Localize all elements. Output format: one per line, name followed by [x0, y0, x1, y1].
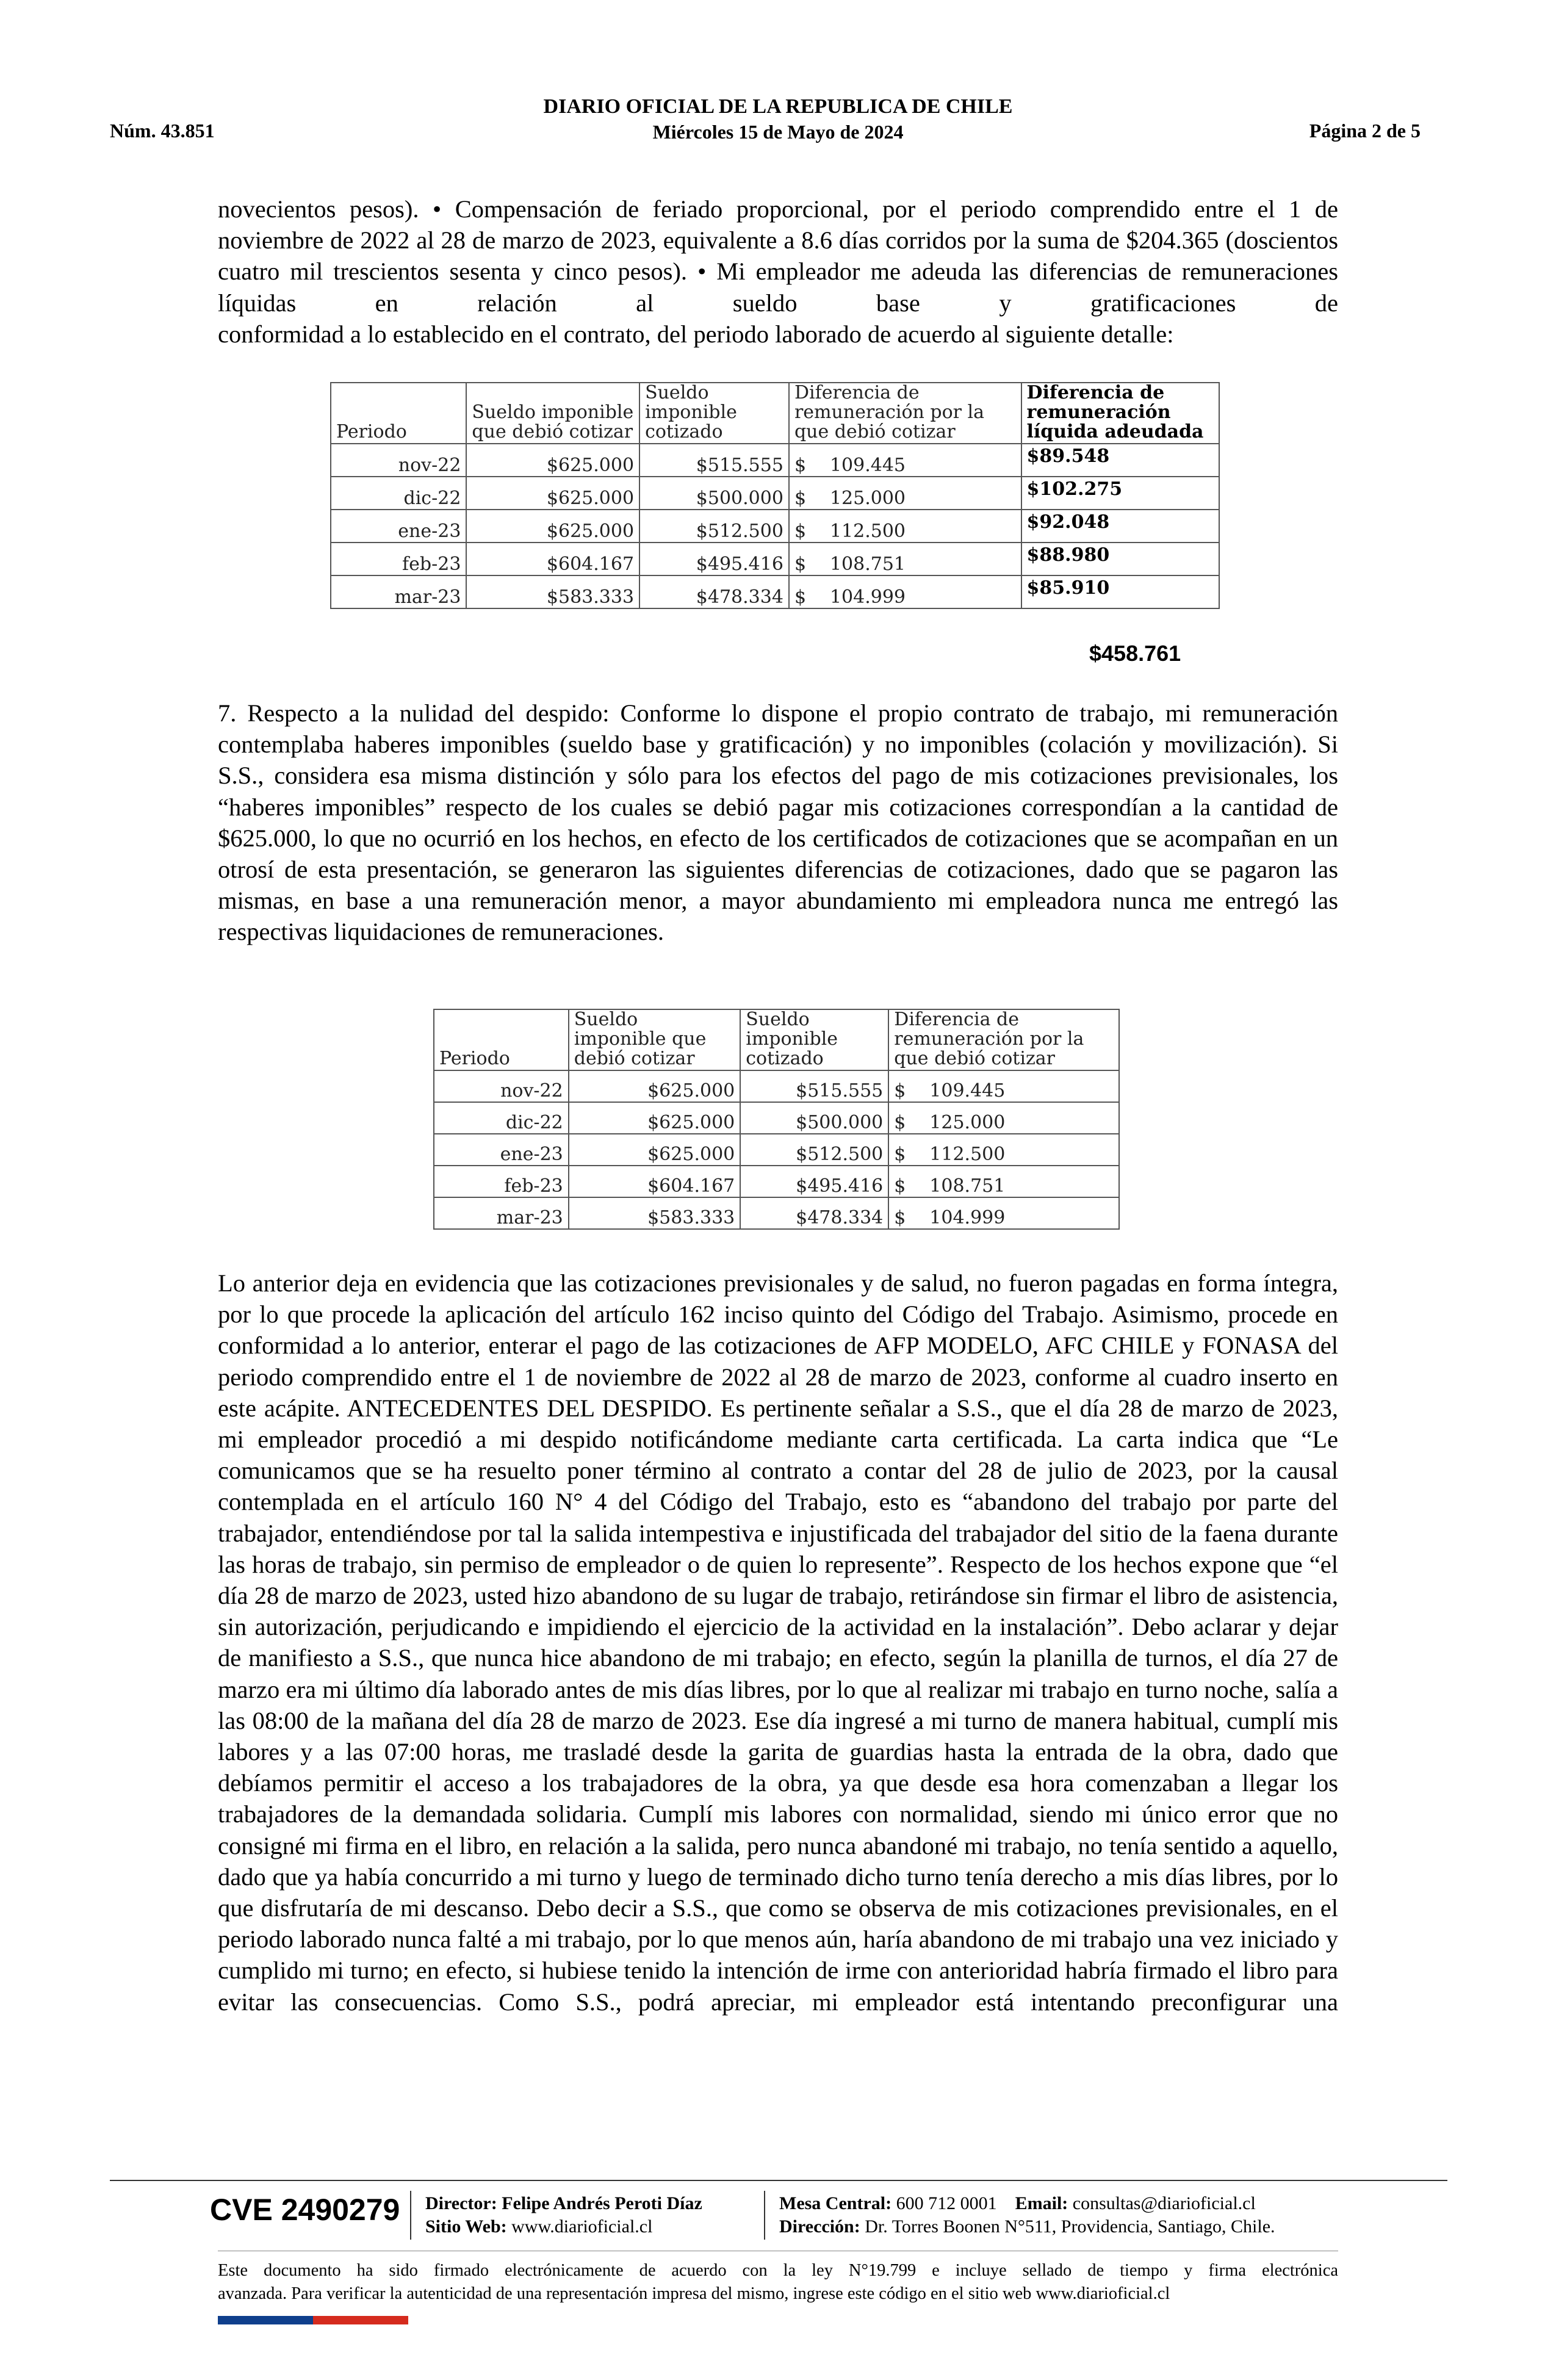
cell-diferencia: [789, 477, 1021, 510]
text-line: pago de mis cotizaciones previsionales, los “haberes imponibles” respecto de los cuales se debió: [218, 762, 1338, 821]
text-line: abandono de su lugar de trabajo, retirándose sin firmar el libro de asistencia, sin autorización,: [218, 1582, 1339, 1641]
director-name: Felipe Andrés Peroti Díaz: [502, 2193, 702, 2213]
sitio-link[interactable]: www.diarioficial.cl: [511, 2216, 653, 2237]
publication-title: DIARIO OFICIAL DE LA REPUBLICA DE CHILE: [543, 95, 1013, 118]
cell-cotizado: $495.416: [740, 1166, 888, 1197]
paragraph-1: [218, 193, 1338, 350]
text-line: 7. Respecto a la nulidad del despido: Conforme lo dispone el propio contrato de trabajo, mi: [218, 699, 1192, 727]
cell-cotizado: $500.000: [639, 477, 789, 510]
cell-diferencia: [789, 575, 1021, 608]
cell-diferencia: [888, 1070, 1119, 1102]
cell-debio: $625.000: [569, 1134, 741, 1166]
text-line: el 1 de noviembre de 2022 al 28 de marzo de 2023, equivalente a 8.6 días corridos por la suma: [218, 195, 1338, 254]
text-line: trabajo en turno noche, salía a las 08:00 de la mañana del día 28 de marzo de 2023. Ese día: [218, 1675, 1338, 1734]
text-line: Trabajo. Asimismo, procede en conformidad a lo anterior, enterar el pago de las cotizaciones de: [218, 1300, 1338, 1360]
contribution-difference-table: [433, 1009, 1120, 1230]
text-line: se generaron las siguientes diferencias de cotizaciones, dado que se pagaron las mismas, en base: [218, 856, 1338, 915]
cell-debio: $625.000: [466, 444, 639, 477]
cell-cotizado: $512.500: [639, 510, 789, 543]
cell-diferencia: [789, 543, 1021, 575]
cell-cotizado: $515.555: [740, 1070, 888, 1102]
cell-periodo: feb-23: [434, 1166, 569, 1197]
page-number: Página 2 de 5: [1309, 120, 1421, 142]
remuneration-difference-table: [330, 382, 1220, 609]
text-line: de $204.365 (doscientos cuatro mil trescientos sesenta y cinco pesos). • Mi empleador me adeuda: [218, 226, 1338, 286]
cell-debio: $604.167: [466, 543, 639, 575]
text-line: procedió a mi despido notificándome mediante carta certificada. La carta indica que “Le: [375, 1426, 1339, 1454]
text-line: 2022 al 28 de marzo de 2023, conforme al cuadro inserto en este acápite. ANTECEDENTES: [218, 1363, 1339, 1422]
cell-periodo: ene-23: [331, 510, 466, 543]
col-periodo: Periodo: [331, 383, 466, 444]
text-line: DEL DESPIDO. Es pertinente señalar a S.S., que el día 28 de marzo de 2023, mi empleador: [218, 1394, 1338, 1454]
paragraph-2: [218, 698, 1338, 948]
cell-debio: $604.167: [569, 1166, 741, 1197]
email-label: Email:: [1015, 2193, 1068, 2213]
legal-line: Este documento ha sido firmado electrónicamente de acuerdo con la ley N°19.799 e incluye sellado de tiempo y firma electrónica: [218, 2261, 1338, 2280]
amount: 109.445: [829, 455, 906, 476]
table-row: [434, 1070, 1119, 1102]
table-row: [434, 1134, 1119, 1166]
amount: 104.999: [929, 1207, 1006, 1228]
flag-stripe-red: [313, 2316, 408, 2324]
mesa-label: Mesa Central:: [779, 2193, 892, 2213]
issue-number: Núm. 43.851: [110, 120, 215, 142]
cell-cotizado: $512.500: [740, 1134, 888, 1166]
col-diferencia: Diferencia de remuneración por la que debió cotizar: [789, 383, 1021, 444]
col-sueldo-cotizado: Sueldo imponible cotizado: [639, 383, 789, 444]
table-header-row: [434, 1009, 1119, 1070]
text-line: AFP MODELO, AFC CHILE y FONASA del periodo comprendido entre el 1 de noviembre de: [218, 1332, 1339, 1391]
currency-symbol: $: [794, 455, 807, 476]
table-row: [331, 575, 1219, 608]
text-line: del sitio de la faena durante las horas de trabajo, sin permiso de empleador o de quien lo: [218, 1519, 1338, 1578]
sitio-label: Sitio Web:: [425, 2216, 507, 2237]
table-row: [331, 477, 1219, 510]
cve-code: CVE 2490279: [210, 2193, 400, 2227]
cell-liquida: $89.548: [1021, 444, 1219, 477]
text-line: comunicamos que se ha resuelto poner término al contrato a contar del 28 de julio de 2023, por la: [218, 1457, 1266, 1485]
text-line: ingresé a mi turno de manera habitual, cumplí mis labores y a las 07:00 horas, me trasladé desde: [218, 1706, 1338, 1766]
currency-symbol: $: [894, 1144, 906, 1165]
currency-symbol: $: [894, 1080, 906, 1102]
text-line: demandada solidaria. Cumplí mis labores con normalidad, siendo mi único error que no consigné: [218, 1800, 1339, 1859]
cell-periodo: ene-23: [434, 1134, 569, 1166]
table-row: [434, 1166, 1119, 1197]
table-row: [331, 444, 1219, 477]
cell-liquida: $85.910: [1021, 575, 1219, 608]
table-row: [331, 543, 1219, 575]
text-line: por parte del trabajador, entendiéndose por tal la salida intempestiva e injustificada del trabajador: [218, 1488, 1339, 1547]
text-line: a una remuneración menor, a mayor abundamiento mi empleadora nunca me entregó las: [402, 887, 1339, 915]
cell-debio: $625.000: [569, 1070, 741, 1102]
cell-debio: $625.000: [466, 510, 639, 543]
text-line: mi firma en el libro, en relación a la salida, pero nunca abandoné mi trabajo, no tenía sentido a: [312, 1831, 1253, 1859]
direccion-label: Dirección:: [779, 2216, 860, 2237]
cell-cotizado: $478.334: [740, 1197, 888, 1229]
table-total: $458.761: [1089, 641, 1181, 666]
cell-periodo: feb-23: [331, 543, 466, 575]
footer-separator: [764, 2191, 765, 2240]
amount: 125.000: [929, 1112, 1006, 1133]
amount: 108.751: [829, 554, 906, 575]
publication-date: Miércoles 15 de Mayo de 2024: [652, 121, 904, 143]
director-label: Director:: [425, 2193, 497, 2213]
col-sueldo-cotizado: Sueldo imponible cotizado: [740, 1009, 888, 1070]
text-line: a mis días libres, por lo que disfrutaría de mi descanso. Debo decir a S.S., que como se observa: [218, 1863, 1339, 1922]
col-sueldo-debio: Sueldo imponible que debió cotizar: [466, 383, 639, 444]
cell-periodo: dic-22: [331, 477, 466, 510]
text-line: remuneración contemplaba haberes imponibles (sueldo base y gratificación) y no imponibles: [218, 699, 1338, 759]
text-line: trabajadores de la obra, ya que desde esa hora comenzaban a llegar los trabajadores de la: [218, 1769, 1339, 1828]
table-header-row: [331, 383, 1219, 444]
col-diferencia-liquida: Diferencia de remuneración líquida adeudada: [1021, 383, 1219, 444]
text-line: el día 27 de marzo era mi último día laborado antes de mis días libres, por lo que al realizar mi: [218, 1644, 1339, 1703]
currency-symbol: $: [794, 586, 807, 608]
cell-debio: $625.000: [569, 1102, 741, 1134]
cell-diferencia: [789, 510, 1021, 543]
text-line: aquello, dado que ya había concurrido a mi turno y luego de terminado dicho turno tenía derecho: [218, 1831, 1338, 1891]
direccion-value: Dr. Torres Boonen N°511, Providencia, Santiago, Chile.: [865, 2216, 1275, 2237]
currency-symbol: $: [894, 1112, 906, 1133]
cell-debio: $583.333: [466, 575, 639, 608]
text-line: manifiesto a S.S., que nunca hice abandono de mi trabajo; en efecto, según la planilla de turnos,: [248, 1644, 1214, 1672]
text-line: novecientos pesos). • Compensación de feriado proporcional, por el periodo comprendido entre: [218, 195, 1244, 223]
cell-diferencia: [888, 1102, 1119, 1134]
cell-diferencia: [789, 444, 1021, 477]
text-line: en efecto de los certificados de cotizaciones que se acompañan en un otrosí de esta presentación,: [218, 824, 1339, 884]
amount: 112.500: [929, 1144, 1006, 1165]
footer-contact-block: [779, 2192, 1275, 2238]
flag-stripe-blue: [218, 2316, 313, 2324]
cell-periodo: nov-22: [331, 444, 466, 477]
text-line: las diferencias de remuneraciones líquidas en relación al sueldo base y gratificaciones de: [218, 258, 1339, 317]
amount: 112.500: [829, 521, 906, 542]
cell-cotizado: $515.555: [639, 444, 789, 477]
cell-periodo: dic-22: [434, 1102, 569, 1134]
amount: 104.999: [829, 586, 906, 608]
cell-diferencia: [888, 1166, 1119, 1197]
currency-symbol: $: [794, 554, 807, 575]
footer-legal-notice: [218, 2259, 1338, 2306]
text-line: (colación y movilización). Si S.S., considera esa misma distinción y sólo para los efectos del: [218, 730, 1339, 790]
table-row: [434, 1102, 1119, 1134]
cell-periodo: mar-23: [331, 575, 466, 608]
text-line: menos aún, haría abandono de mi trabajo una vez iniciado y cumplido mi turno; en efecto, si: [218, 1925, 1338, 1985]
text-line: Lo anterior deja en evidencia que las cotizaciones previsionales y de salud, no fueron pagadas en: [218, 1269, 1190, 1297]
cell-liquida: $102.275: [1021, 477, 1219, 510]
text-line: pagar mis cotizaciones correspondían a la cantidad de $625.000, lo que no ocurrió en los hechos,: [218, 793, 1338, 852]
currency-symbol: $: [794, 521, 807, 542]
text-line: perjudicando e impidiendo el ejercicio de la actividad en la instalación”. Debo aclarar y dejar de: [218, 1613, 1339, 1672]
cell-cotizado: $478.334: [639, 575, 789, 608]
cell-liquida: $88.980: [1021, 543, 1219, 575]
amount: 108.751: [929, 1175, 1006, 1197]
table-row: [434, 1197, 1119, 1229]
text-line: represente”. Respecto de los hechos expone que “el día 28 de marzo de 2023, usted hizo: [218, 1550, 1339, 1610]
text-line: forma íntegra, por lo que procede la aplicación del artículo 162 inciso quinto del Código del: [218, 1269, 1339, 1329]
currency-symbol: $: [894, 1207, 906, 1228]
cell-diferencia: [888, 1197, 1119, 1229]
amount: 109.445: [929, 1080, 1006, 1102]
currency-symbol: $: [794, 488, 807, 509]
cell-diferencia: [888, 1134, 1119, 1166]
amount: 125.000: [829, 488, 906, 509]
text-line: consecuencias. Como S.S., podrá apreciar, mi empleador está intentando preconfigurar una: [334, 1988, 1338, 2016]
footer-top-rule: [110, 2180, 1447, 2181]
text-line: causal contemplada en el artículo 160 N° 4 del Código del Trabajo, esto es “abandono del trabajo: [218, 1457, 1338, 1516]
cell-liquida: $92.048: [1021, 510, 1219, 543]
paragraph-3: [218, 1268, 1338, 2018]
col-periodo: Periodo: [434, 1009, 569, 1070]
text-line: hubiese tenido la intención de irme con anterioridad habría firmado el libro para evitar las: [218, 1956, 1339, 2016]
col-sueldo-debio: Sueldo imponible que debió cotizar: [569, 1009, 741, 1070]
footer-director-block: [425, 2192, 702, 2238]
cell-cotizado: $495.416: [639, 543, 789, 575]
text-line: de mis cotizaciones previsionales, en el periodo laborado nunca falté a mi trabajo, por lo que: [218, 1894, 1338, 1953]
table-row: [331, 510, 1219, 543]
cell-cotizado: $500.000: [740, 1102, 888, 1134]
text-line: la garita de guardias hasta la entrada de la obra, dado que debíamos permitir el acceso a los: [218, 1738, 1339, 1797]
legal-line: avanzada. Para verificar la autenticidad de una representación impresa del mismo, ingrese este código en el sitio web www.diarioficial.cl: [218, 2284, 1170, 2303]
text-line: respectivas liquidaciones de remuneraciones.: [218, 918, 664, 946]
col-diferencia: Diferencia de remuneración por la que debió cotizar: [888, 1009, 1119, 1070]
email-link[interactable]: consultas@diarioficial.cl: [1072, 2193, 1256, 2213]
cell-periodo: mar-23: [434, 1197, 569, 1229]
mesa-phone: 600 712 0001: [896, 2193, 997, 2213]
text-line: conformidad a lo establecido en el contrato, del periodo laborado de acuerdo al siguiente detalle:: [218, 320, 1174, 348]
cell-debio: $625.000: [466, 477, 639, 510]
currency-symbol: $: [894, 1175, 906, 1197]
footer-separator: [410, 2191, 411, 2240]
cell-debio: $583.333: [569, 1197, 741, 1229]
cell-periodo: nov-22: [434, 1070, 569, 1102]
